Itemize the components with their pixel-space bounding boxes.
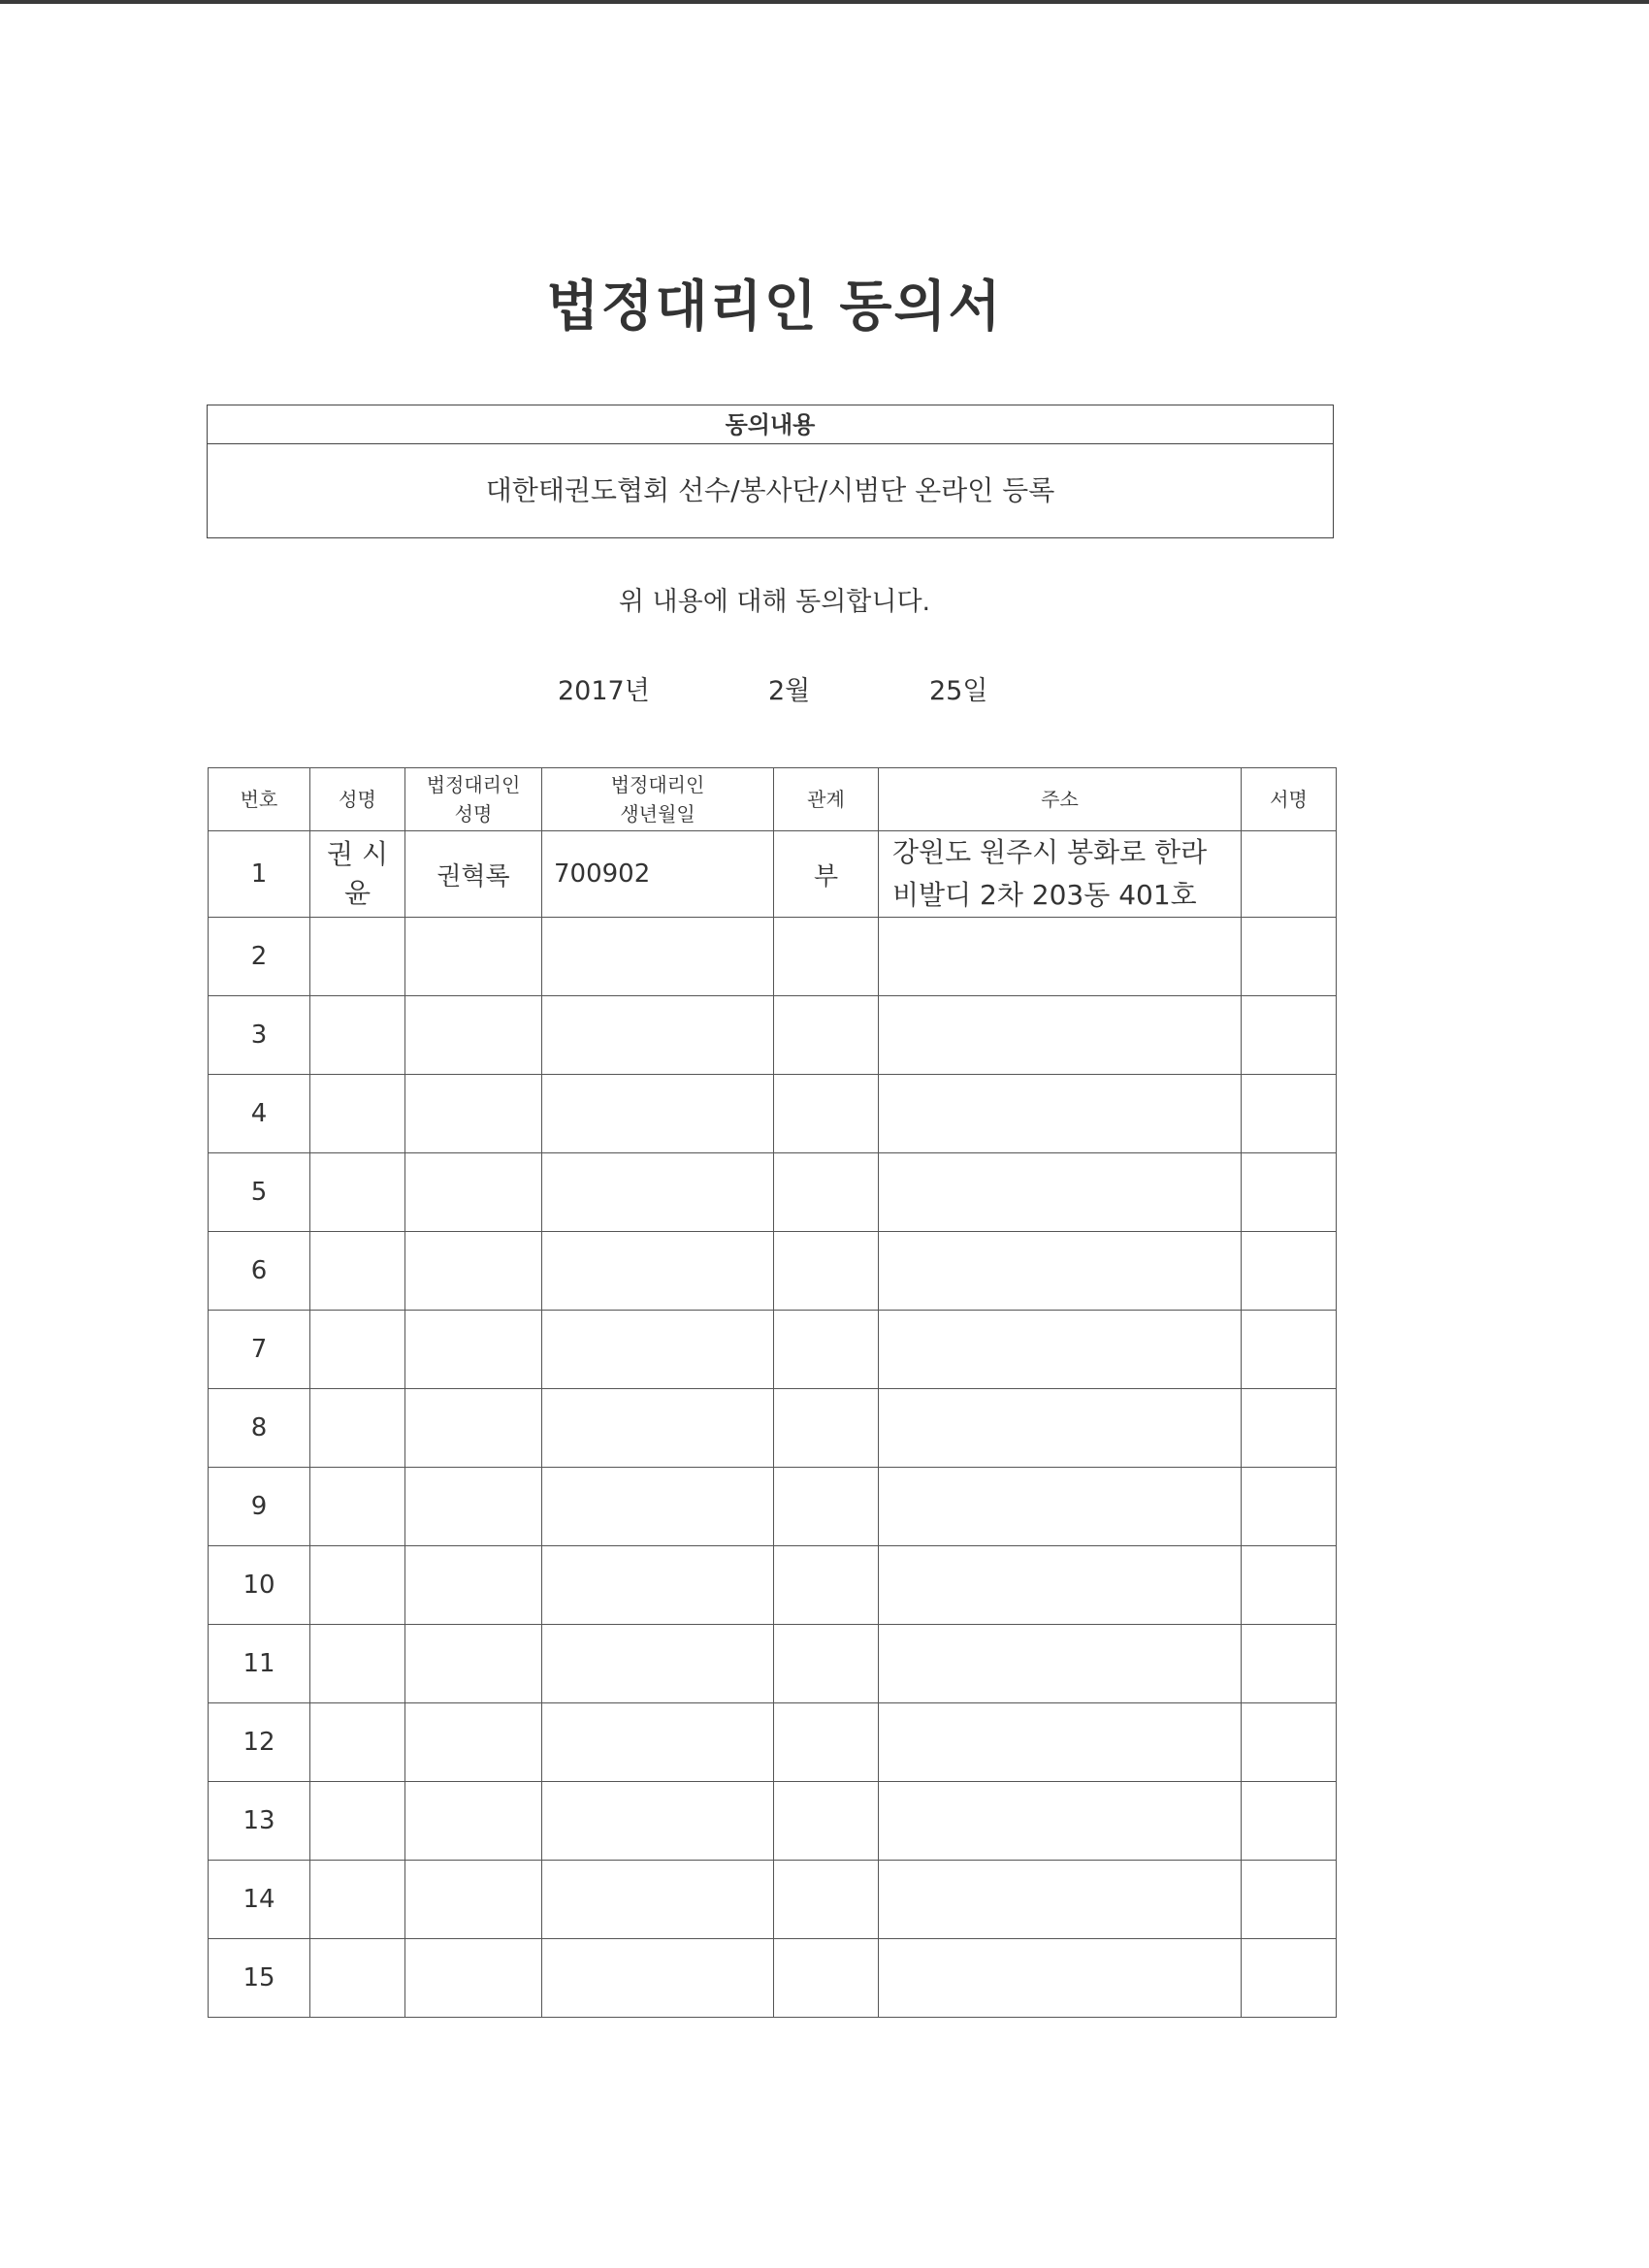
table-row bbox=[209, 1389, 1337, 1468]
cell-no[interactable]: 14 bbox=[209, 1861, 310, 1939]
cell-no[interactable]: 8 bbox=[209, 1389, 310, 1468]
cell-guardian-name[interactable] bbox=[405, 1075, 542, 1153]
cell-relation[interactable] bbox=[774, 1153, 879, 1232]
cell-guardian-birth[interactable] bbox=[542, 1625, 774, 1703]
cell-relation[interactable] bbox=[774, 918, 879, 996]
header-address: 주소 bbox=[879, 768, 1242, 831]
cell-address[interactable] bbox=[879, 1546, 1242, 1625]
table-row bbox=[209, 996, 1337, 1075]
cell-guardian-birth[interactable] bbox=[542, 1311, 774, 1389]
cell-guardian-birth[interactable] bbox=[542, 1703, 774, 1782]
date-day: 25일 bbox=[929, 676, 988, 706]
cell-no[interactable]: 13 bbox=[209, 1782, 310, 1861]
cell-signature[interactable] bbox=[1242, 1782, 1337, 1861]
header-name: 성명 bbox=[310, 768, 405, 831]
table-header-row bbox=[209, 768, 1337, 831]
table-row bbox=[209, 1311, 1337, 1389]
cell-guardian-name[interactable] bbox=[405, 1625, 542, 1703]
header-guardian-birth-line2: 생년월일 bbox=[620, 802, 695, 826]
cell-guardian-name[interactable]: 권혁록 bbox=[405, 831, 542, 918]
cell-relation[interactable] bbox=[774, 1546, 879, 1625]
cell-no[interactable]: 4 bbox=[209, 1075, 310, 1153]
cell-relation[interactable] bbox=[774, 1232, 879, 1311]
cell-name[interactable] bbox=[310, 918, 405, 996]
table-row bbox=[209, 1153, 1337, 1232]
cell-guardian-name[interactable] bbox=[405, 1232, 542, 1311]
document-title: 법정대리인 동의서 bbox=[546, 275, 1003, 339]
cell-relation[interactable] bbox=[774, 1782, 879, 1861]
agreement-statement: 위 내용에 대해 동의합니다. bbox=[618, 587, 931, 617]
cell-no[interactable]: 5 bbox=[209, 1153, 310, 1232]
cell-address[interactable] bbox=[879, 1153, 1242, 1232]
header-no: 번호 bbox=[209, 768, 310, 831]
cell-signature[interactable] bbox=[1242, 1468, 1337, 1546]
header-relation: 관계 bbox=[774, 768, 879, 831]
cell-address[interactable] bbox=[879, 1311, 1242, 1389]
cell-signature[interactable] bbox=[1242, 1075, 1337, 1153]
cell-guardian-birth[interactable] bbox=[542, 1939, 774, 2018]
cell-name[interactable] bbox=[310, 1075, 405, 1153]
cell-guardian-name[interactable] bbox=[405, 918, 542, 996]
table-row bbox=[209, 1232, 1337, 1311]
cell-guardian-name[interactable] bbox=[405, 1782, 542, 1861]
cell-name[interactable]: 권 시 윤 bbox=[310, 831, 405, 918]
cell-address[interactable] bbox=[879, 1625, 1242, 1703]
cell-address[interactable] bbox=[879, 996, 1242, 1075]
cell-name[interactable] bbox=[310, 1232, 405, 1311]
cell-guardian-name[interactable] bbox=[405, 1861, 542, 1939]
cell-address[interactable] bbox=[879, 1075, 1242, 1153]
cell-relation[interactable] bbox=[774, 1703, 879, 1782]
scan-edge-line bbox=[0, 0, 1649, 4]
cell-name[interactable] bbox=[310, 1468, 405, 1546]
cell-address[interactable] bbox=[879, 1232, 1242, 1311]
cell-guardian-name[interactable] bbox=[405, 996, 542, 1075]
cell-name[interactable] bbox=[310, 1782, 405, 1861]
cell-guardian-birth[interactable]: 700902 bbox=[542, 831, 774, 918]
cell-guardian-birth[interactable] bbox=[542, 1546, 774, 1625]
table-row bbox=[209, 918, 1337, 996]
header-guardian-name-line2: 성명 bbox=[454, 802, 493, 826]
cell-signature[interactable] bbox=[1242, 918, 1337, 996]
cell-relation[interactable] bbox=[774, 1861, 879, 1939]
cell-signature[interactable] bbox=[1242, 1861, 1337, 1939]
cell-signature[interactable] bbox=[1242, 1546, 1337, 1625]
cell-signature[interactable] bbox=[1242, 1232, 1337, 1311]
table-row bbox=[209, 1861, 1337, 1939]
cell-name[interactable] bbox=[310, 1546, 405, 1625]
cell-signature[interactable] bbox=[1242, 1625, 1337, 1703]
header-guardian-birth bbox=[542, 768, 774, 831]
cell-address[interactable] bbox=[879, 1782, 1242, 1861]
cell-address[interactable] bbox=[879, 1939, 1242, 2018]
cell-signature[interactable] bbox=[1242, 1939, 1337, 2018]
cell-name[interactable] bbox=[310, 1703, 405, 1782]
header-signature: 서명 bbox=[1242, 768, 1337, 831]
cell-guardian-birth[interactable] bbox=[542, 1153, 774, 1232]
cell-guardian-birth[interactable] bbox=[542, 996, 774, 1075]
cell-guardian-birth[interactable] bbox=[542, 1782, 774, 1861]
cell-no[interactable]: 12 bbox=[209, 1703, 310, 1782]
cell-signature[interactable] bbox=[1242, 1703, 1337, 1782]
cell-guardian-name[interactable] bbox=[405, 1311, 542, 1389]
cell-no[interactable]: 6 bbox=[209, 1232, 310, 1311]
table-row bbox=[209, 1546, 1337, 1625]
cell-signature[interactable] bbox=[1242, 831, 1337, 918]
cell-relation[interactable] bbox=[774, 1939, 879, 2018]
cell-no[interactable]: 1 bbox=[209, 831, 310, 918]
cell-relation[interactable] bbox=[774, 1311, 879, 1389]
cell-no[interactable]: 15 bbox=[209, 1939, 310, 2018]
cell-signature[interactable] bbox=[1242, 1311, 1337, 1389]
cell-guardian-name[interactable] bbox=[405, 1939, 542, 2018]
header-guardian-birth-line1: 법정대리인 bbox=[610, 773, 705, 796]
cell-relation[interactable] bbox=[774, 996, 879, 1075]
cell-guardian-name[interactable] bbox=[405, 1546, 542, 1625]
table-row bbox=[209, 1468, 1337, 1546]
cell-no[interactable]: 10 bbox=[209, 1546, 310, 1625]
cell-no[interactable]: 9 bbox=[209, 1468, 310, 1546]
table-row bbox=[209, 831, 1337, 918]
cell-address[interactable] bbox=[879, 1861, 1242, 1939]
cell-guardian-name[interactable] bbox=[405, 1153, 542, 1232]
cell-relation[interactable] bbox=[774, 1389, 879, 1468]
cell-guardian-birth[interactable] bbox=[542, 1232, 774, 1311]
cell-signature[interactable] bbox=[1242, 1389, 1337, 1468]
date-year: 2017년 bbox=[558, 676, 650, 706]
cell-signature[interactable] bbox=[1242, 996, 1337, 1075]
cell-signature[interactable] bbox=[1242, 1153, 1337, 1232]
consent-box bbox=[207, 405, 1334, 538]
header-guardian-name-line1: 법정대리인 bbox=[426, 773, 521, 796]
cell-guardian-birth[interactable] bbox=[542, 1861, 774, 1939]
header-guardian-name bbox=[405, 768, 542, 831]
table-row bbox=[209, 1075, 1337, 1153]
table-row bbox=[209, 1703, 1337, 1782]
cell-guardian-name[interactable] bbox=[405, 1468, 542, 1546]
guardian-table bbox=[208, 767, 1337, 2018]
cell-name[interactable] bbox=[310, 996, 405, 1075]
cell-address[interactable] bbox=[879, 1468, 1242, 1546]
cell-name[interactable] bbox=[310, 1939, 405, 2018]
table-row bbox=[209, 1625, 1337, 1703]
cell-name[interactable] bbox=[310, 1389, 405, 1468]
consent-content: 대한태권도협회 선수/봉사단/시범단 온라인 등록 bbox=[485, 474, 1055, 506]
cell-address[interactable] bbox=[879, 918, 1242, 996]
cell-no[interactable]: 2 bbox=[209, 918, 310, 996]
cell-relation[interactable]: 부 bbox=[774, 831, 879, 918]
table-row bbox=[209, 1782, 1337, 1861]
consent-heading: 동의내용 bbox=[208, 405, 1333, 444]
cell-no[interactable]: 11 bbox=[209, 1625, 310, 1703]
cell-name[interactable] bbox=[310, 1311, 405, 1389]
cell-name[interactable] bbox=[310, 1153, 405, 1232]
cell-guardian-name[interactable] bbox=[405, 1389, 542, 1468]
cell-guardian-birth[interactable] bbox=[542, 1075, 774, 1153]
cell-no[interactable]: 7 bbox=[209, 1311, 310, 1389]
cell-guardian-birth[interactable] bbox=[542, 1468, 774, 1546]
cell-address[interactable] bbox=[879, 1389, 1242, 1468]
cell-name[interactable] bbox=[310, 1625, 405, 1703]
table-row bbox=[209, 1939, 1337, 2018]
cell-guardian-birth[interactable] bbox=[542, 918, 774, 996]
cell-name[interactable] bbox=[310, 1861, 405, 1939]
cell-relation[interactable] bbox=[774, 1075, 879, 1153]
cell-address[interactable]: 강원도 원주시 봉화로 한라 비발디 2차 203동 401호 bbox=[879, 831, 1242, 918]
cell-relation[interactable] bbox=[774, 1468, 879, 1546]
cell-no[interactable]: 3 bbox=[209, 996, 310, 1075]
date-month: 2월 bbox=[768, 676, 811, 706]
cell-address[interactable] bbox=[879, 1703, 1242, 1782]
cell-guardian-name[interactable] bbox=[405, 1703, 542, 1782]
cell-relation[interactable] bbox=[774, 1625, 879, 1703]
cell-guardian-birth[interactable] bbox=[542, 1389, 774, 1468]
